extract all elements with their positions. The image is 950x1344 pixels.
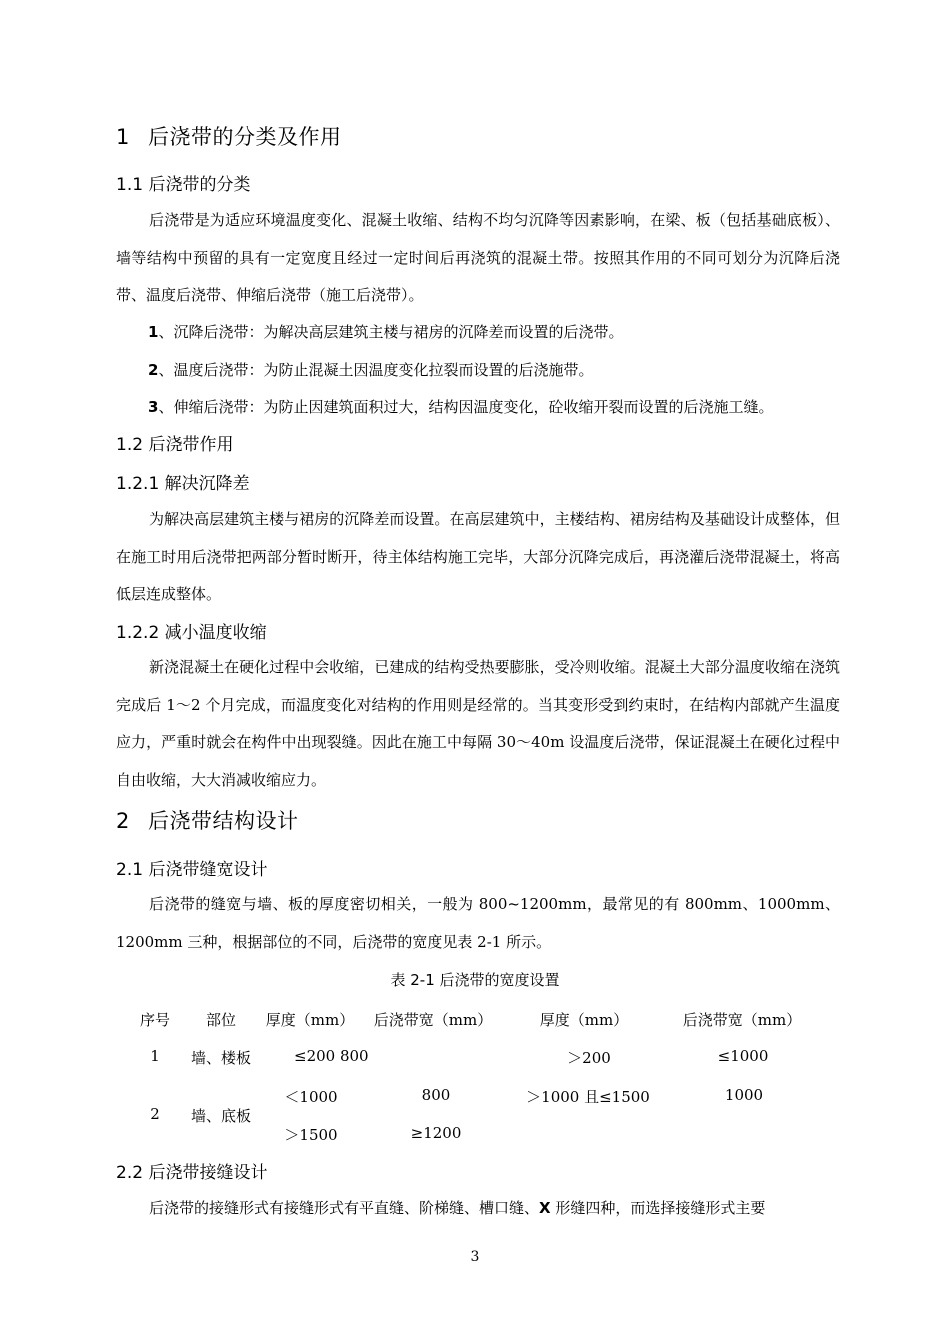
table-cell: ＞200 — [567, 1049, 611, 1067]
table-header-cell: 厚度（mm） — [539, 1011, 629, 1029]
table-cell: 墙、楼板 — [190, 1049, 252, 1067]
section-number: 1 — [116, 125, 130, 149]
list-item-text: 、沉降后浇带：为解决高层建筑主楼与裙房的沉降差而设置的后浇带。 — [158, 323, 624, 341]
table-header-cell: 部位 — [205, 1011, 237, 1029]
list-item-text: 、温度后浇带：为防止混凝土因温度变化拉裂而设置的后浇施带。 — [158, 361, 594, 379]
table-cell: ≤200 800 — [294, 1047, 369, 1065]
table-cell: 墙、底板 — [190, 1107, 252, 1125]
section-1-1-heading: 1.1 后浇带的分类 — [116, 175, 251, 195]
page-number: 3 — [470, 1249, 480, 1265]
section-1-2-1-heading: 1.2.1 解决沉降差 — [116, 474, 250, 494]
table-cell: ＞1500 — [284, 1126, 338, 1144]
table-cell: ≤1000 — [717, 1047, 769, 1065]
section-1-2-heading: 1.2 后浇带作用 — [116, 435, 234, 455]
table-cell: 800 — [421, 1086, 451, 1104]
section-2-1-heading: 2.1 后浇带缝宽设计 — [116, 860, 268, 880]
section-title: 后浇带结构设计 — [148, 809, 299, 833]
table-cell: ＜1000 — [284, 1088, 338, 1106]
table-header-cell: 后浇带宽（mm） — [373, 1011, 493, 1029]
table-cell: 2 — [150, 1105, 160, 1123]
section-1-1-paragraph: 后浇带是为适应环境温度变化、混凝土收缩、结构不均匀沉降等因素影响，在梁、板（包括基础底板）、墙等结构中预留的具有一定宽度且经过一定时间后再浇筑的混凝土带。按照其作用的不同可划分为沉降后浇带、温度后浇带、伸缩后浇带（施工后浇带）。 — [116, 211, 840, 304]
list-item-number: 2 — [148, 361, 159, 379]
list-item-text: 、伸缩后浇带：为防止因建筑面积过大，结构因温度变化，砼收缩开裂而设置的后浇施工缝。 — [158, 398, 774, 416]
list-item — [148, 359, 593, 380]
table-cell: ≥1200 — [410, 1124, 462, 1142]
list-item-number: 3 — [148, 398, 159, 416]
section-1-2-2-paragraph: 新浇混凝土在硬化过程中会收缩，已建成的结构受热要膨胀，受冷则收缩。混凝土大部分温度收缩在浇筑完成后 1～2 个月完成，而温度变化对结构的作用则是经常的。当其变形受到约束时，在结构内部就产生温度应力，严重时就会在构件中出现裂缝。因此在施工中每隔 30～40m 设温度后浇带，保证混凝土在硬化过程中自由收缩，大大消减收缩应力。 — [116, 658, 840, 789]
table-cell: ＞1000 且≤1500 — [526, 1088, 650, 1106]
table-caption: 表 2-1 后浇带的宽度设置 — [390, 971, 560, 989]
list-item — [148, 396, 773, 417]
section-2-1-paragraph: 后浇带的缝宽与墙、板的厚度密切相关，一般为 800~1200mm，最常见的有 800mm、1000mm、1200mm 三种，根据部位的不同，后浇带的宽度见表 2-1 所示。 — [116, 895, 840, 951]
section-1-2-2-heading: 1.2.2 减小温度收缩 — [116, 623, 267, 643]
table-cell: 1 — [150, 1047, 160, 1065]
section-2-2-heading: 2.2 后浇带接缝设计 — [116, 1163, 268, 1183]
section-1-heading — [116, 121, 342, 151]
table-cell: 1000 — [724, 1086, 764, 1104]
section-2-2-paragraph — [116, 1190, 840, 1228]
table-header-cell: 厚度（mm） — [265, 1011, 355, 1029]
list-item — [148, 321, 623, 342]
section-title: 后浇带的分类及作用 — [148, 125, 342, 149]
paragraph-text: 形缝四种，而选择接缝形式主要 — [550, 1199, 766, 1217]
list-item-number: 1 — [148, 323, 159, 341]
table-header-cell: 后浇带宽（mm） — [682, 1011, 802, 1029]
section-number: 2 — [116, 809, 130, 833]
paragraph-bold-text: X — [539, 1199, 551, 1217]
paragraph-text: 后浇带的接缝形式有接缝形式有平直缝、阶梯缝、槽口缝、 — [149, 1199, 540, 1217]
table-header-cell: 序号 — [139, 1011, 171, 1029]
section-2-heading — [116, 805, 299, 835]
section-1-2-1-paragraph: 为解决高层建筑主楼与裙房的沉降差而设置。在高层建筑中，主楼结构、裙房结构及基础设计成整体，但在施工时用后浇带把两部分暂时断开，待主体结构施工完毕，大部分沉降完成后，再浇灌后浇带混凝土，将高低层连成整体。 — [116, 510, 840, 603]
